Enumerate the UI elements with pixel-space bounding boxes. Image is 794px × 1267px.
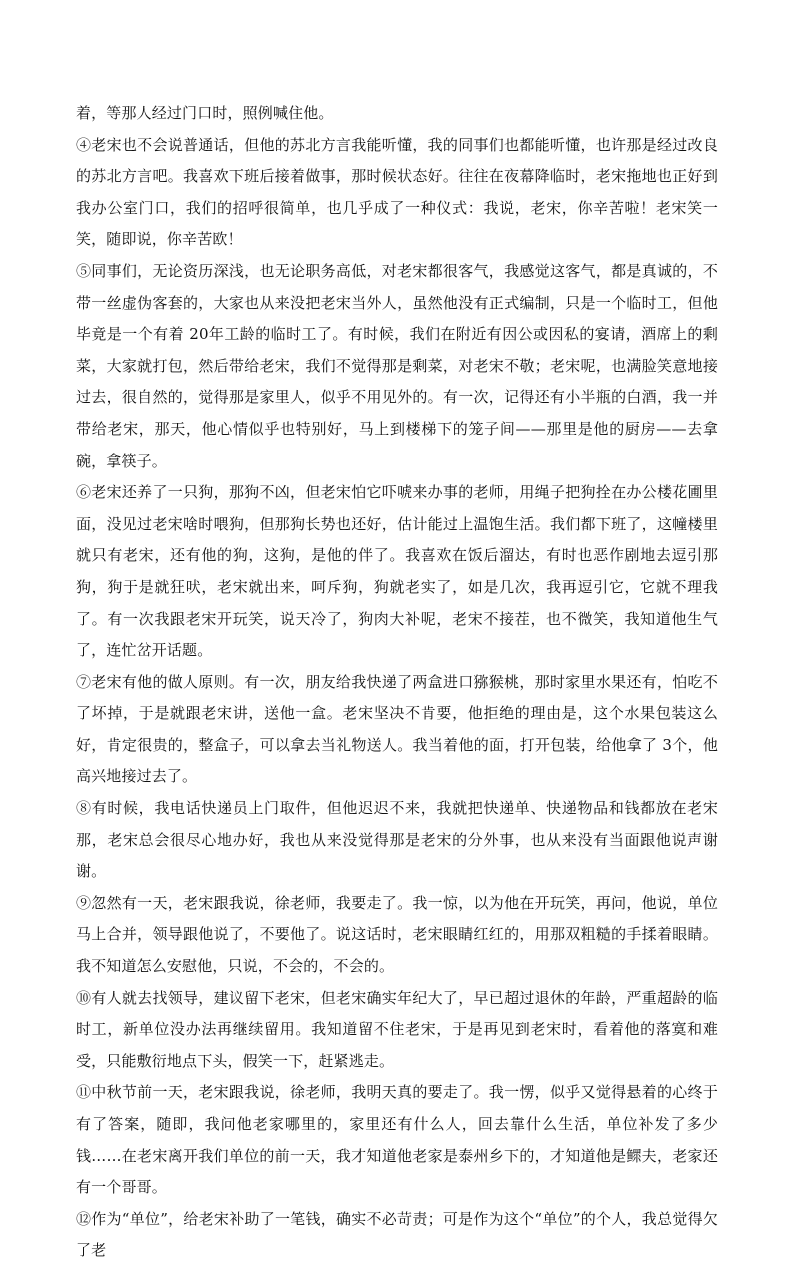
paragraph-6: ⑥老宋还养了一只狗，那狗不凶，但老宋怕它吓唬来办事的老师，用绳子把狗拴在办公楼花圃里面，没见过老宋啥时喂狗，但那狗长势也还好，估计能过上温饱生活。我们都下班了，这幢楼里就只有老宋，还有他的狗，这狗，是他的伴了。我喜欢在饭后溜达，有时也恶作剧地去逗引那狗，狗于是就狂吠，老宋就出来，呵斥狗，狗就老实了，如是几次，我再逗引它，它就不理我了。有一次我跟老宋开玩笑，说天冷了，狗肉大补呢，老宋不接茬，也不微笑，我知道他生气了，连忙岔开话题。 xyxy=(76,483,718,660)
article-body xyxy=(76,98,718,1267)
paragraph-5: ⑤同事们，无论资历深浅，也无论职务高低，对老宋都很客气，我感觉这客气，都是真诚的，不带一丝虚伪客套的，大家也从来没把老宋当外人，虽然他没有正式编制，只是一个临时工，但他毕竟是一个有着 20年工龄的临时工了。有时候，我们在附近有因公或因私的宴请，酒席上的剩菜，大家就打包，然后带给老宋，我们不觉得那是剩菜，对老宋不敬；老宋呢，也满脸笑意地接过去，很自然的，觉得那是家里人，似乎不用见外的。有一次，记得还有小半瓶的白酒，我一并带给老宋，那天，他心情似乎也特别好，马上到楼梯下的笼子间——那里是他的厨房——去拿碗，拿筷子。 xyxy=(76,261,718,470)
paragraph-9: ⑨忽然有一天，老宋跟我说，徐老师，我要走了。我一惊，以为他在开玩笑，再问，他说，单位马上合并，领导跟他说了，不要他了。说这话时，老宋眼睛红红的，用那双粗糙的手揉着眼睛。我不知道怎么安慰他，只说，不会的，不会的。 xyxy=(76,893,718,976)
paragraph-10: ⑩有人就去找领导，建议留下老宋，但老宋确实年纪大了，早已超过退休的年龄，严重超龄的临时工，新单位没办法再继续留用。我知道留不住老宋，于是再见到老宋时，看着他的落寞和难受，只能敷衍地点下头，假笑一下，赶紧逃走。 xyxy=(76,988,718,1070)
paragraph-12: ⑫作为“单位”，给老宋补助了一笔钱，确实不必苛责；可是作为这个“单位”的个人，我总觉得欠了老 xyxy=(76,1209,718,1260)
paragraph-4: ④老宋也不会说普通话，但他的苏北方言我能听懂，我的同事们也都能听懂，也许那是经过改良的苏北方言吧。我喜欢下班后接着做事，那时候状态好。往往在夜幕降临时，老宋拖地也正好到我办公室门口，我们的招呼很简单，也几乎成了一种仪式：我说，老宋，你辛苦啦！老宋笑一笑，随即说，你辛苦欧！ xyxy=(76,135,718,249)
paragraph-11: ⑪中秋节前一天，老宋跟我说，徐老师，我明天真的要走了。我一愣，似乎又觉得悬着的心终于有了答案，随即，我问他老家哪里的，家里还有什么人，回去靠什么生活，单位补发了多少钱……在老宋离开我们单位的前一天，我才知道他老家是泰州乡下的，才知道他是鳏夫，老家还有一个哥哥。 xyxy=(76,1083,718,1197)
paragraph-7: ⑦老宋有他的做人原则。有一次，朋友给我快递了两盒进口猕猴桃，那时家里水果还有，怕吃不了坏掉，于是就跟老宋讲，送他一盒。老宋坚决不肯要，他拒绝的理由是，这个水果包装这么好，肯定很贵的，整盒子，可以拿去当礼物送人。我当着他的面，打开包装，给他拿了 3个，他高兴地接过去了。 xyxy=(76,672,718,786)
paragraph-continuation: 着，等那人经过门口时，照例喊住他。 xyxy=(76,104,334,122)
paragraph-8: ⑧有时候，我电话快递员上门取件，但他迟迟不来，我就把快递单、快递物品和钱都放在老宋那，老宋总会很尽心地办好，我也从来没觉得那是老宋的分外事，也从来没有当面跟他说声谢谢。 xyxy=(76,799,718,881)
